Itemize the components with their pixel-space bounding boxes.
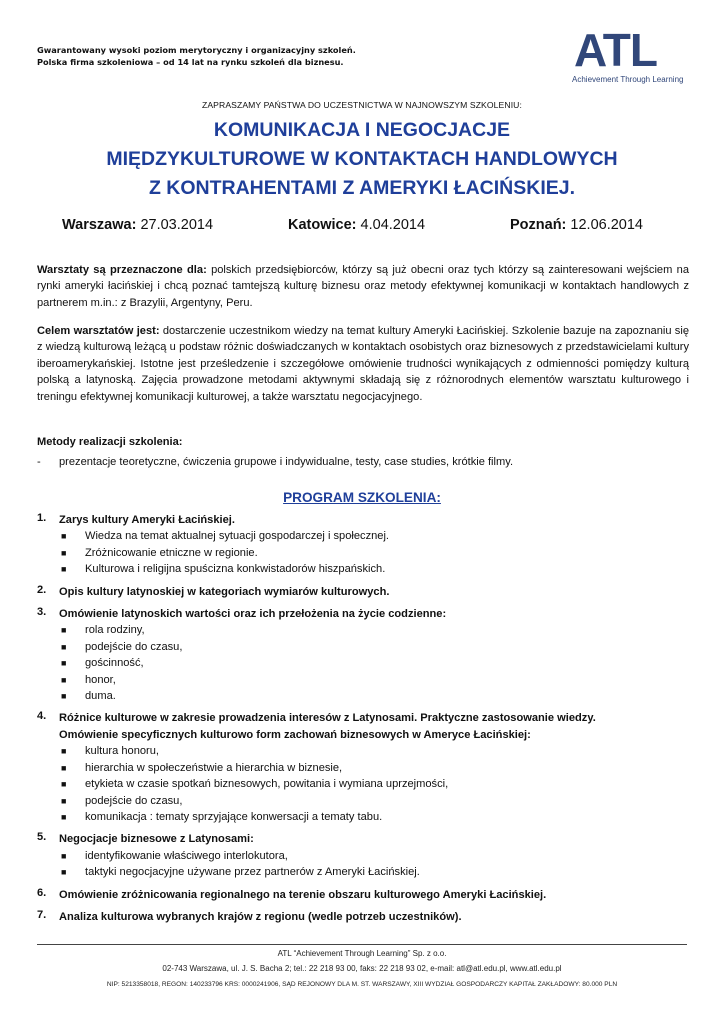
section-number: 1.	[37, 512, 47, 524]
section-items	[37, 848, 687, 881]
list-item	[61, 561, 687, 577]
invitation-line: ZAPRASZAMY PAŃSTWA DO UCZESTNICTWA W NAJNOWSZYM SZKOLENIU:	[202, 100, 522, 110]
list-item	[61, 776, 687, 792]
footer-registration: NIP: 5213358018, REGON: 140233796 KRS: 0000241906, SĄD REJONOWY DLA M. ST. WARSZAWY, XIII WYDZIAŁ GOSPODARCZY KAPITAŁ ZAKŁADOWY: 80.000 PLN	[106, 981, 618, 988]
date-katowice	[288, 217, 425, 233]
square-bullet-icon: ■	[61, 641, 67, 652]
list-item	[61, 528, 687, 544]
square-bullet-icon: ■	[61, 564, 67, 575]
program-title-text: PROGRAM SZKOLENIA:	[283, 490, 441, 505]
list-item-text: identyfikowanie właściwego interlokutora,	[85, 849, 288, 862]
list-item	[61, 655, 687, 671]
date-value: 12.06.2014	[570, 217, 643, 233]
program-section	[37, 606, 687, 704]
square-bullet-icon: ■	[61, 867, 67, 878]
list-item	[61, 793, 687, 809]
square-bullet-icon: ■	[61, 674, 67, 685]
list-item	[61, 864, 687, 880]
section-number: 6.	[37, 886, 47, 899]
goal-text: dostarczenie uczestnikom wiedzy na temat kultury Ameryki Łacińskiej. Szkolenie bazuje na zapoznaniu się z wiedzą kulturową leżącą u podstaw różnic doświadczanych w kontaktach osobistych oraz biznesowych z przedstawicielami kultury iberoamerykańskiej. Istotne jest prześledzenie i szczegółowe omówienie trudności wynikających z odmienności pomiędzy kulturą polską a latynoską. Zajęcia prowadzone metodami aktywnymi składają się z różnorodnych elementów warsztatu kulturowego i treningu efektywnej komunikacji kulturowej, a także warsztatu negocjacyjnego.	[37, 325, 689, 403]
square-bullet-icon: ■	[61, 691, 67, 702]
list-item-text: kultura honoru,	[85, 745, 160, 758]
intro-text: polskich przedsiębiorców, którzy są już obecni oraz tych którzy są zainteresowani wejściem na rynki ameryki łacińskiej i chcą poznać tamtejszą kulturę biznesu oraz metody efektywnej komunikacji w kontaktach handlowych z partnerem m.in.: z Brazylii, Argentyny, Peru.	[37, 264, 690, 309]
list-item-text: honor,	[85, 673, 116, 686]
program-section	[37, 909, 687, 925]
date-warszawa	[62, 217, 213, 233]
section-items	[37, 528, 687, 577]
program-title	[0, 490, 724, 505]
city-label: Warszawa:	[62, 217, 137, 233]
list-item	[61, 672, 687, 688]
methods-heading: Metody realizacji szkolenia:	[37, 436, 183, 448]
program-section	[37, 710, 687, 825]
section-heading: Analiza kulturowa wybranych krajów z regionu (wedle potrzeb uczestników).	[59, 910, 462, 923]
list-item	[61, 639, 687, 655]
square-bullet-icon: ■	[61, 531, 67, 542]
intro-lead: Warsztaty są przeznaczone dla:	[37, 264, 207, 276]
footer-address: 02-743 Warszawa, ul. J. S. Bacha 2; tel.: 22 218 93 00, faks: 22 218 93 02, e-mail: atl@atl.edu.pl, www.atl.edu.pl	[162, 964, 562, 973]
list-item-text: gościnność,	[85, 657, 144, 670]
square-bullet-icon: ■	[61, 762, 67, 773]
list-item-text: komunikacja : tematy sprzyjające konwersacji a tematy tabu.	[85, 810, 383, 823]
date-value: 4.04.2014	[360, 217, 426, 233]
title-line: Z KONTRAHENTAMI Z AMERYKI ŁACIŃSKIEJ.	[148, 177, 576, 199]
section-heading: Omówienie zróżnicowania regionalnego na terenie obszaru kulturowego Ameryki Łacińskiej.	[59, 888, 547, 901]
list-item-text: rola rodziny,	[85, 624, 145, 637]
program-list	[37, 512, 687, 931]
list-item-text: Kulturowa i religijna spuścizna konkwistadorów hiszpańskich.	[85, 563, 386, 576]
logo-word: ATL	[574, 24, 658, 76]
list-item-text: etykieta w czasie spotkań biznesowych, powitania i wymiana uprzejmości,	[85, 778, 449, 791]
section-items	[37, 622, 687, 704]
list-item-text: Zróżnicowanie etniczne w regionie.	[85, 546, 258, 559]
section-number: 7.	[37, 908, 47, 921]
section-number: 5.	[37, 831, 47, 844]
header-tagline	[37, 44, 356, 68]
list-item-text: hierarchia w społeczeństwie a hierarchia w biznesie,	[85, 761, 343, 774]
list-item	[61, 622, 687, 638]
section-subheading: Omówienie specyficznych kulturowo form zachowań biznesowych w Ameryce Łacińskiej:	[59, 728, 531, 741]
section-heading: Zarys kultury Ameryki Łacińskiej.	[59, 514, 235, 526]
footer-divider	[37, 944, 687, 945]
section-number: 3.	[37, 606, 47, 619]
intro-paragraph	[37, 262, 689, 311]
list-item	[61, 848, 687, 864]
section-number: 2.	[37, 583, 47, 596]
list-item-text: taktyki negocjacyjne używane przez partnerów z Ameryki Łacińskiej.	[85, 866, 420, 879]
city-label: Poznań:	[510, 217, 567, 233]
dash-marker: -	[37, 456, 41, 468]
list-item	[61, 760, 687, 776]
goal-lead: Celem warsztatów jest:	[37, 325, 160, 337]
program-section	[37, 512, 687, 578]
section-number: 4.	[37, 710, 47, 723]
square-bullet-icon: ■	[61, 746, 67, 757]
tagline-line: Polska firma szkoleniowa – od 14 lat na rynku szkoleń dla biznesu.	[37, 57, 344, 67]
program-section	[37, 887, 687, 903]
list-item	[61, 809, 687, 825]
title-line: KOMUNIKACJA I NEGOCJACJE	[213, 119, 511, 141]
list-item-text: duma.	[85, 690, 116, 703]
section-heading: Omówienie latynoskich wartości oraz ich przełożenia na życie codzienne:	[59, 608, 447, 621]
section-heading: Opis kultury latynoskiej w kategoriach wymiarów kulturowych.	[59, 585, 390, 598]
methods-text: prezentacje teoretyczne, ćwiczenia grupowe i indywidualne, testy, case studies, krótkie filmy.	[59, 456, 514, 468]
section-heading: Różnice kulturowe w zakresie prowadzenia interesów z Latynosami. Praktyczne zastosowanie wiedzy.	[59, 712, 596, 725]
list-item-text: podejście do czasu,	[85, 640, 183, 653]
list-item-text: podejście do czasu,	[85, 794, 183, 807]
square-bullet-icon: ■	[61, 547, 67, 558]
program-section	[37, 584, 687, 600]
tagline-line: Gwarantowany wysoki poziom merytoryczny i organizacyjny szkoleń.	[37, 45, 356, 55]
list-item	[61, 688, 687, 704]
program-section	[37, 831, 687, 880]
city-label: Katowice:	[288, 217, 357, 233]
logo-subtitle: Achievement Through Learning	[572, 75, 684, 84]
square-bullet-icon: ■	[61, 625, 67, 636]
square-bullet-icon: ■	[61, 658, 67, 669]
square-bullet-icon: ■	[61, 850, 67, 861]
date-poznan	[510, 217, 643, 233]
list-item	[61, 545, 687, 561]
square-bullet-icon: ■	[61, 795, 67, 806]
date-value: 27.03.2014	[140, 217, 214, 233]
footer-company: ATL “Achievement Through Learning” Sp. z o.o.	[277, 949, 447, 958]
section-heading: Negocjacje biznesowe z Latynosami:	[59, 833, 254, 846]
section-items	[37, 743, 687, 825]
square-bullet-icon: ■	[61, 779, 67, 790]
list-item-text: Wiedza na temat aktualnej sytuacji gospodarczej i społecznej.	[85, 530, 390, 543]
title-line: MIĘDZYKULTUROWE W KONTAKTACH HANDLOWYCH	[106, 148, 618, 170]
atl-logo	[562, 24, 688, 86]
square-bullet-icon: ■	[61, 811, 67, 822]
goal-paragraph	[37, 323, 689, 405]
list-item	[61, 743, 687, 759]
training-title	[0, 116, 724, 203]
